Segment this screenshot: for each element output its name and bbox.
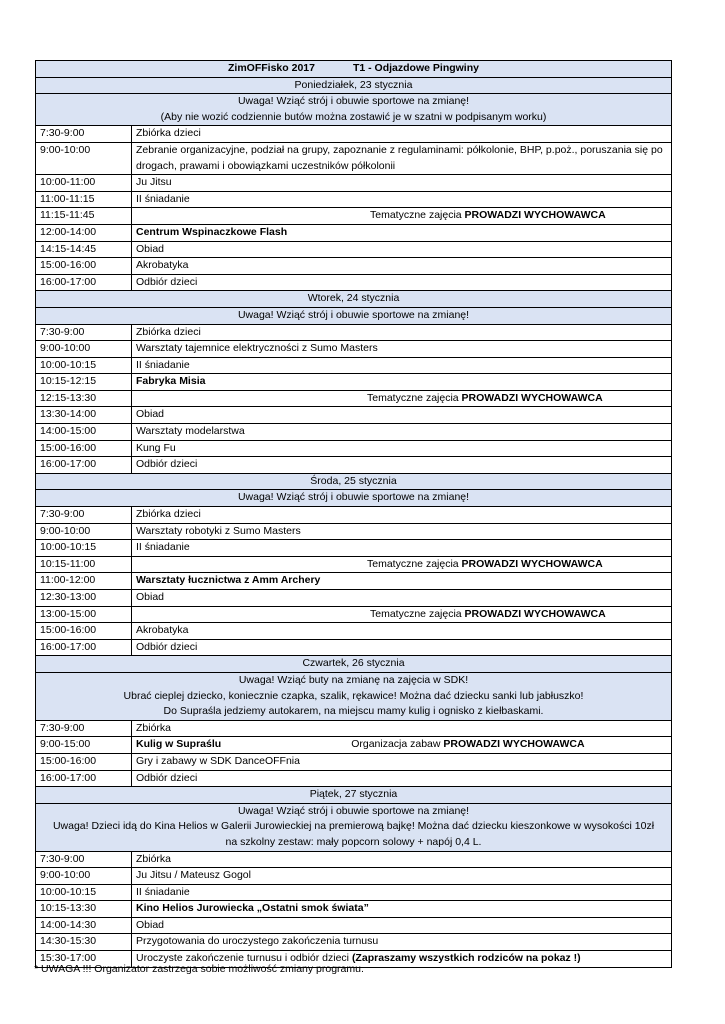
teacher-note-label: Organizacja zabaw: [351, 738, 444, 751]
activity-cell: [132, 374, 672, 391]
schedule-row: [36, 523, 672, 540]
activity-cell: [132, 324, 672, 341]
time-cell: 10:15-12:15: [36, 374, 132, 391]
time-cell: 9:00-15:00: [36, 737, 132, 754]
schedule-row: [36, 556, 672, 573]
activity-label: II śniadanie: [136, 192, 190, 205]
schedule-row: [36, 191, 672, 208]
time-cell: 14:00-14:30: [36, 917, 132, 934]
schedule-row: [36, 720, 672, 737]
teacher-note-emphasis: PROWADZI WYCHOWAWCA: [443, 738, 585, 751]
time-cell: 7:30-9:00: [36, 720, 132, 737]
day-note-line: Uwaga! Wziąć strój i obuwie sportowe na zmianę!: [237, 308, 470, 321]
program-header-row: [36, 61, 672, 78]
time-cell: 14:00-15:00: [36, 424, 132, 441]
activity-cell: [132, 126, 672, 143]
activity-label: Ju Jitsu / Mateusz Gogol: [136, 869, 251, 882]
schedule-row: [36, 224, 672, 241]
time-cell: 9:00-10:00: [36, 868, 132, 885]
teacher-note-label: Tematyczne zajęcia: [367, 391, 462, 404]
footnote: * UWAGA !!! Organizator zastrzega sobie możliwość zmiany programu.: [34, 963, 364, 975]
activity-label: Zbiórka: [136, 852, 172, 865]
time-cell: 11:00-12:00: [36, 573, 132, 590]
day-title-row: [36, 291, 672, 308]
day-title-row: [36, 787, 672, 804]
day-notes: [36, 803, 672, 851]
teacher-note: [370, 608, 606, 620]
time-cell: 14:30-15:30: [36, 934, 132, 951]
schedule-row: [36, 590, 672, 607]
day-title: Wtorek, 24 stycznia: [36, 291, 672, 308]
activity-cell: [132, 868, 672, 885]
schedule-row: [36, 507, 672, 524]
day-title-row: [36, 77, 672, 94]
time-cell: 15:00-16:00: [36, 440, 132, 457]
activity-cell: [132, 623, 672, 640]
schedule-row: [36, 440, 672, 457]
activity-label: Akrobatyka: [136, 624, 189, 637]
activity-cell: [132, 753, 672, 770]
activity-label: Ju Jitsu: [136, 176, 172, 189]
schedule-row: [36, 324, 672, 341]
schedule-row: [36, 390, 672, 407]
time-cell: 7:30-9:00: [36, 851, 132, 868]
schedule-row: [36, 639, 672, 656]
schedule-row: [36, 753, 672, 770]
schedule-row: [36, 341, 672, 358]
time-cell: 9:00-10:00: [36, 341, 132, 358]
schedule-row: [36, 208, 672, 225]
activity-cell: [132, 934, 672, 951]
time-cell: 15:30-17:00: [36, 951, 132, 968]
activity-label: Warsztaty robotyki z Sumo Masters: [136, 524, 301, 537]
schedule-row: [36, 770, 672, 787]
day-title: Poniedziałek, 23 stycznia: [36, 77, 672, 94]
time-cell: 10:15-11:00: [36, 556, 132, 573]
activity-cell: [132, 917, 672, 934]
teacher-note: [351, 738, 584, 750]
activity-label: Obiad: [136, 918, 165, 931]
schedule-row: [36, 175, 672, 192]
schedule-row: [36, 934, 672, 951]
schedule-sheet: [35, 60, 672, 968]
activity-cell: [132, 507, 672, 524]
teacher-note-emphasis: PROWADZI WYCHOWAWCA: [461, 391, 603, 404]
activity-label: II śniadanie: [136, 358, 190, 371]
day-note-line: na szkolny zestaw: mały popcorn solowy + napój 0,4 L.: [225, 835, 482, 848]
time-cell: 7:30-9:00: [36, 507, 132, 524]
time-cell: 11:15-11:45: [36, 208, 132, 225]
activity-label: Zbiórka dzieci: [136, 325, 201, 338]
time-cell: 10:00-11:00: [36, 175, 132, 192]
teacher-note-emphasis: PROWADZI WYCHOWAWCA: [461, 557, 603, 570]
schedule-row: [36, 274, 672, 291]
teacher-note: [370, 209, 606, 221]
schedule-row: [36, 868, 672, 885]
time-cell: 10:15-13:30: [36, 901, 132, 918]
schedule-row: [36, 126, 672, 143]
schedule-row: [36, 606, 672, 623]
schedule-row: [36, 737, 672, 754]
schedule-row: [36, 884, 672, 901]
activity-cell: [132, 901, 672, 918]
day-note-line: Uwaga! Wziąć strój i obuwie sportowe na zmianę!: [237, 491, 470, 504]
activity-cell: [132, 851, 672, 868]
activity-label: Centrum Wspinaczkowe Flash: [136, 225, 288, 238]
teacher-note-emphasis: PROWADZI WYCHOWAWCA: [464, 209, 606, 222]
activity-label: Odbiór dzieci: [136, 275, 198, 288]
day-note-line: Ubrać cieplej dziecko, koniecznie czapka, szalik, rękawice! Można dać dziecku sanki lub jabłuszko!: [123, 689, 584, 702]
schedule-row: [36, 540, 672, 557]
day-title: Piątek, 27 stycznia: [36, 787, 672, 804]
day-note-line: (Aby nie wozić codziennie butów można zostawić je w szatni w podpisanym worku): [160, 110, 547, 123]
time-cell: 11:00-11:15: [36, 191, 132, 208]
activity-cell: [132, 770, 672, 787]
activity-cell: [132, 573, 672, 590]
time-cell: 12:30-13:00: [36, 590, 132, 607]
time-cell: 9:00-10:00: [36, 142, 132, 174]
activity-label: Akrobatyka: [136, 259, 189, 272]
activity-cell: [132, 606, 672, 623]
time-cell: 16:00-17:00: [36, 770, 132, 787]
teacher-note-label: Tematyczne zajęcia: [370, 209, 465, 222]
schedule-table: [35, 60, 672, 968]
teacher-note: [367, 558, 603, 570]
activity-label: Warsztaty modelarstwa: [136, 425, 245, 438]
activity-label: Zbiórka dzieci: [136, 127, 201, 140]
time-cell: 7:30-9:00: [36, 126, 132, 143]
day-note-line: Uwaga! Wziąć strój i obuwie sportowe na zmianę!: [237, 95, 470, 108]
program-header: [36, 61, 672, 78]
day-note-line: Do Supraśla jedziemy autokarem, na miejscu mamy kulig i ognisko z kiełbaskami.: [163, 705, 544, 718]
activity-cell: [132, 720, 672, 737]
activity-label: Zbiórka: [136, 721, 172, 734]
activity-label: Obiad: [136, 408, 165, 421]
schedule-row: [36, 901, 672, 918]
activity-label: Zebranie organizacyjne, podział na grupy, zapoznanie z regulaminami: półkolonie, BHP, p.poż., poruszania się po drogach, prawami i obowiązkami uczestników półkolonii: [136, 143, 663, 172]
time-cell: 7:30-9:00: [36, 324, 132, 341]
day-title: Środa, 25 stycznia: [36, 473, 672, 490]
time-cell: 16:00-17:00: [36, 457, 132, 474]
time-cell: 16:00-17:00: [36, 274, 132, 291]
activity-label: Uroczyste zakończenie turnusu i odbiór dzieci: [136, 952, 352, 965]
day-note-line: Uwaga! Wziąć buty na zmianę na zajęcia w SDK!: [238, 673, 469, 686]
teacher-note-emphasis: PROWADZI WYCHOWAWCA: [464, 607, 606, 620]
time-cell: 15:00-16:00: [36, 623, 132, 640]
time-cell: 10:00-10:15: [36, 357, 132, 374]
time-cell: 16:00-17:00: [36, 639, 132, 656]
schedule-body: [36, 61, 672, 968]
activity-label: II śniadanie: [136, 885, 190, 898]
schedule-row: [36, 241, 672, 258]
schedule-row: [36, 917, 672, 934]
teacher-note: [367, 392, 603, 404]
day-notes: [36, 672, 672, 720]
day-notes-row: [36, 490, 672, 507]
turnus-name: T1 - Odjazdowe Pingwiny: [352, 62, 479, 74]
activity-cell: [132, 407, 672, 424]
activity-cell: [132, 357, 672, 374]
activity-cell: [132, 208, 672, 225]
activity-label: Obiad: [136, 591, 165, 603]
schedule-row: [36, 407, 672, 424]
time-cell: 12:00-14:00: [36, 224, 132, 241]
time-cell: 14:15-14:45: [36, 241, 132, 258]
activity-cell: [132, 274, 672, 291]
time-cell: 15:00-16:00: [36, 258, 132, 275]
activity-cell: [132, 224, 672, 241]
activity-cell: [132, 424, 672, 441]
day-notes-row: [36, 94, 672, 126]
activity-label: Zbiórka dzieci: [136, 508, 201, 521]
schedule-row: [36, 573, 672, 590]
time-cell: 12:15-13:30: [36, 390, 132, 407]
day-notes-row: [36, 803, 672, 851]
schedule-row: [36, 623, 672, 640]
activity-label: Odbiór dzieci: [136, 458, 198, 471]
day-title: Czwartek, 26 stycznia: [36, 656, 672, 673]
schedule-row: [36, 424, 672, 441]
activity-cell: [132, 457, 672, 474]
activity-cell: [132, 191, 672, 208]
activity-label: Gry i zabawy w SDK DanceOFFnia: [136, 754, 300, 767]
day-notes-row: [36, 672, 672, 720]
activity-note: (Zapraszamy wszystkich rodziców na pokaz !): [351, 952, 581, 965]
activity-label: Kung Fu: [136, 441, 176, 454]
time-cell: 13:30-14:00: [36, 407, 132, 424]
activity-cell: [132, 523, 672, 540]
activity-label: II śniadanie: [136, 541, 190, 554]
program-name: ZimOFFisko 2017: [228, 62, 315, 74]
day-notes: [36, 94, 672, 126]
activity-cell: [132, 241, 672, 258]
activity-label: Przygotowania do uroczystego zakończenia turnusu: [136, 935, 379, 948]
time-cell: 10:00-10:15: [36, 540, 132, 557]
time-cell: 9:00-10:00: [36, 523, 132, 540]
time-cell: 10:00-10:15: [36, 884, 132, 901]
schedule-row: [36, 258, 672, 275]
day-note-line: Uwaga! Dzieci idą do Kina Helios w Galerii Jurowieckiej na premierową bajkę! Można dać dziecku kieszonkowe w wysokości 10zł: [52, 820, 655, 833]
activity-label: Odbiór dzieci: [136, 640, 198, 653]
activity-cell: [132, 884, 672, 901]
activity-label: Obiad: [136, 242, 165, 255]
activity-cell: [132, 390, 672, 407]
activity-label: Fabryka Misia: [136, 375, 206, 388]
schedule-row: [36, 457, 672, 474]
activity-label: Odbiór dzieci: [136, 771, 198, 784]
activity-cell: [132, 440, 672, 457]
activity-cell: [132, 142, 672, 174]
activity-cell: [132, 341, 672, 358]
day-notes: [36, 307, 672, 324]
day-note-line: Uwaga! Wziąć strój i obuwie sportowe na zmianę!: [237, 804, 470, 817]
schedule-row: [36, 142, 672, 174]
activity-cell: [132, 175, 672, 192]
schedule-row: [36, 357, 672, 374]
activity-cell: [132, 540, 672, 557]
day-title-row: [36, 656, 672, 673]
activity-cell: [132, 737, 672, 754]
time-cell: 13:00-15:00: [36, 606, 132, 623]
activity-label: Warsztaty łucznictwa z Amm Archery: [136, 574, 321, 587]
day-notes: [36, 490, 672, 507]
teacher-note-label: Tematyczne zajęcia: [370, 607, 465, 620]
activity-label: Kino Helios Jurowiecka „Ostatni smok świata”: [136, 902, 369, 915]
activity-cell: [132, 258, 672, 275]
teacher-note-label: Tematyczne zajęcia: [367, 557, 462, 570]
schedule-row: [36, 374, 672, 391]
activity-label: Kulig w Supraślu: [136, 738, 222, 751]
activity-cell: [132, 639, 672, 656]
activity-label: Warsztaty tajemnice elektryczności z Sumo Masters: [136, 342, 378, 355]
activity-cell: [132, 590, 672, 607]
time-cell: 15:00-16:00: [36, 753, 132, 770]
day-notes-row: [36, 307, 672, 324]
day-title-row: [36, 473, 672, 490]
schedule-row: [36, 851, 672, 868]
activity-cell: [132, 556, 672, 573]
